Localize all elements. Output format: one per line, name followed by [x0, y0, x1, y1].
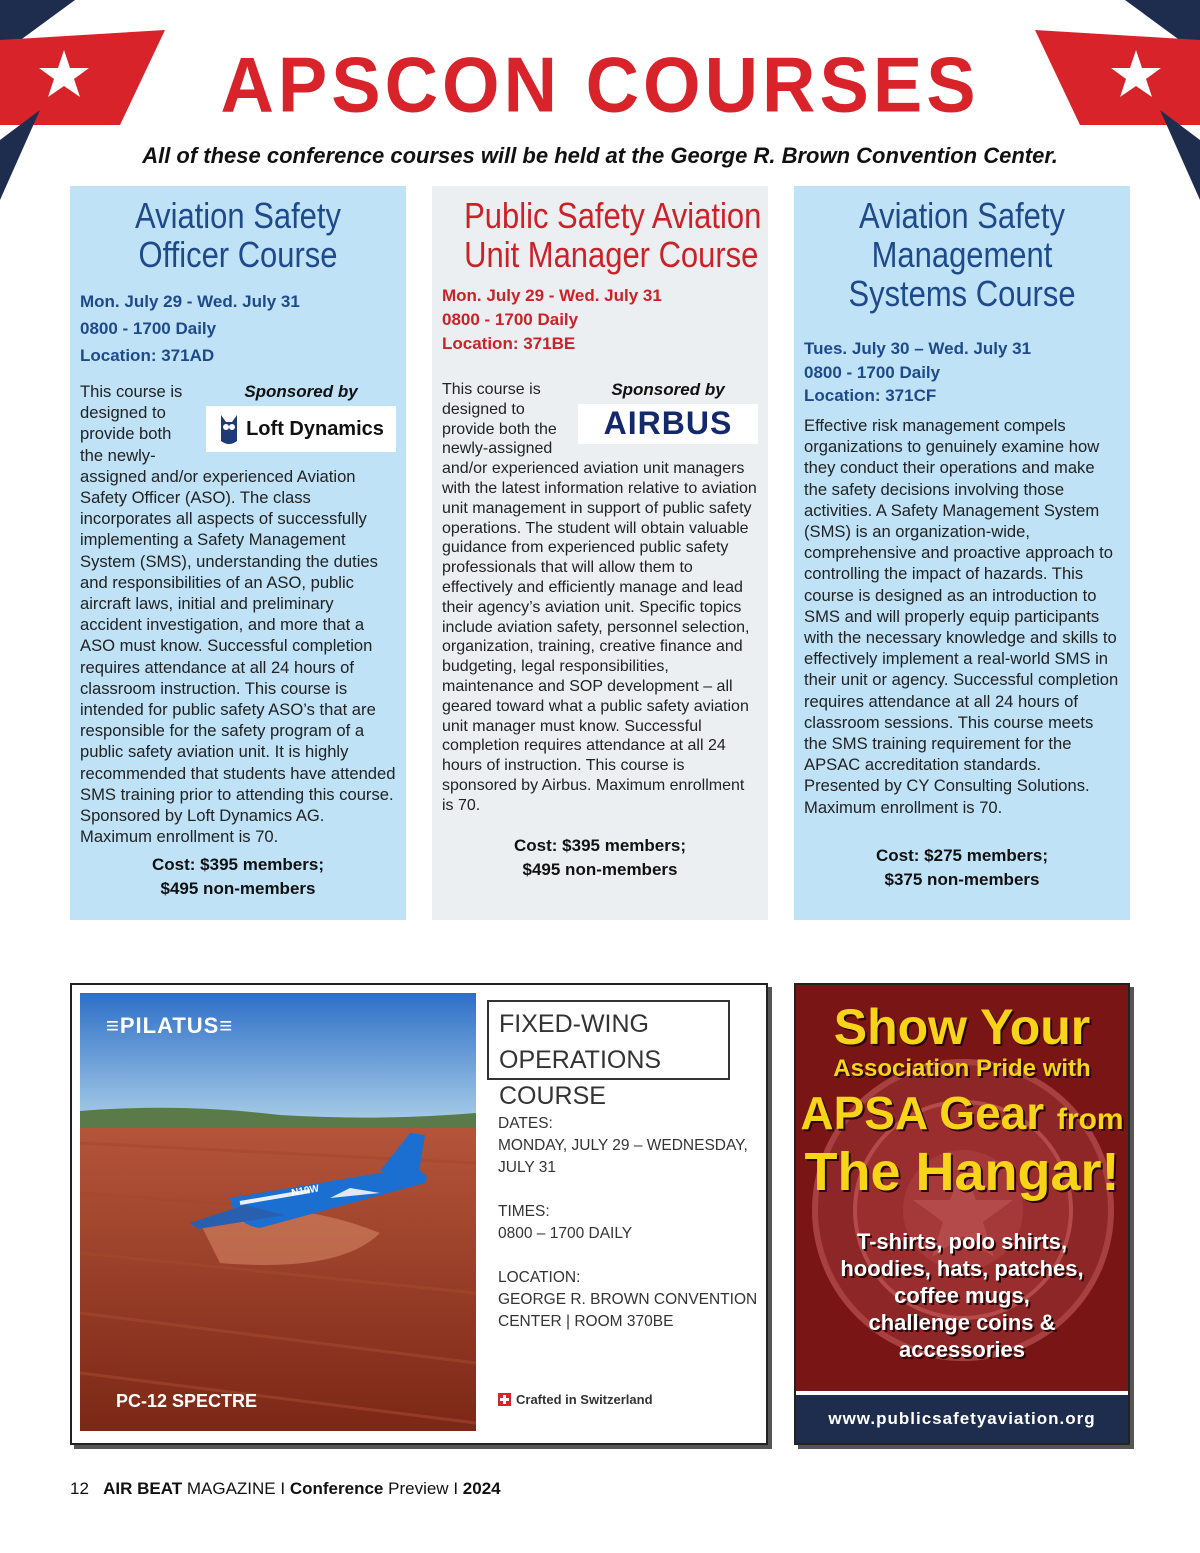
separator: I [453, 1479, 459, 1498]
course-dates: Tues. July 30 – Wed. July 31 [804, 339, 1032, 358]
gear-items-1: T-shirts, polo shirts, [856, 1229, 1068, 1254]
gear-items-4: challenge coins & [868, 1310, 1056, 1335]
course-heading-line: OPERATIONS COURSE [499, 1046, 662, 1110]
gear-items-3: coffee mugs, [894, 1283, 1030, 1308]
course-card-unit-manager [432, 186, 768, 920]
course-cost-nonmembers: $375 non-members [884, 869, 1040, 889]
course-card-aso [70, 186, 406, 920]
course-location: Location: 371BE [442, 334, 576, 353]
crafted-in-switzerland [498, 1392, 653, 1407]
issue-year: 2024 [462, 1479, 501, 1498]
gear-items-2: hoodies, hats, patches, [840, 1256, 1084, 1281]
course-title-line: Management [871, 234, 1053, 275]
swiss-flag-icon [498, 1393, 511, 1406]
section-name: Conference [289, 1479, 384, 1498]
location-value: CENTER | ROOM 370BE [498, 1313, 674, 1330]
course-location: Location: 371AD [80, 346, 215, 365]
course-title [102, 196, 374, 274]
course-description: Effective risk management compels organizations to genuinely examine how they conduct their operations and make the safety decisions involving those activities. A Safety Management System (SMS) is an organization-wide, comprehensive and proactive approach to controlling the impact of hazards. This course is designed as an introduction to SMS and will properly equip participants with the necessary knowledge and skills to effectively implement a real-world SMS in their unit or agency. Successful completion requires attendance at all 24 hours of classroom sessions. This course meets the SMS training requirement for the APSAC accreditation standards. Presented by CY Consulting Solutions. Maximum enrollment is 70. [804, 416, 1119, 817]
crafted-label: Crafted in Switzerland [516, 1392, 653, 1407]
course-cost-nonmembers: $495 non-members [522, 859, 678, 879]
course-title-line: Public Safety Aviation [464, 195, 762, 236]
gear-items-5: accessories [899, 1337, 1025, 1362]
course-dates: Mon. July 29 - Wed. July 31 [442, 286, 662, 305]
course-title-line: Unit Manager Course [464, 234, 759, 275]
course-description-block [442, 380, 758, 816]
location-value: GEORGE R. BROWN CONVENTION [498, 1291, 758, 1308]
course-details [498, 1113, 760, 1333]
course-description-block [80, 381, 396, 847]
tail-number: N10W [290, 1183, 320, 1199]
gear-headline-3b: from [1056, 1103, 1124, 1136]
gear-headline-2: Association Pride with [833, 1055, 1091, 1082]
times-label: TIMES: [498, 1203, 550, 1220]
sponsor-block [578, 380, 758, 444]
course-cost-members: Cost: $395 members; [514, 835, 686, 855]
course-title-line: Systems Course [848, 273, 1076, 314]
loft-dynamics-logo [206, 406, 396, 452]
dates-value: JULY 31 [498, 1159, 557, 1176]
dates-value: MONDAY, JULY 29 – WEDNESDAY, [498, 1137, 748, 1154]
course-location: Location: 371CF [804, 386, 937, 405]
gear-headline-1: Show Your [833, 999, 1091, 1055]
apsa-gear-ad [794, 983, 1130, 1445]
course-description: This course is designed to provide both the newly-assigned and/or experienced Aviation Safety Officer (ASO). The class incorporates all aspects of successfully implementing a Safety Management System (SMS), understanding the duties and responsibilities of an ASO, public aircraft laws, initial and preliminary accident investigation, and more that a ASO must know. Successful completion requires attendance at all 24 hours of classroom instruction. This course is intended for public safety ASO’s that are responsible for the safety program of a public safety aviation unit. It is highly recommended that students have attended SMS training prior to attending this course. Sponsored by Loft Dynamics AG. Maximum enrollment is 70. [80, 382, 396, 847]
pilatus-ad [70, 983, 768, 1445]
pilatus-logo: ≡PILATUS≡ [106, 1013, 234, 1038]
dates-label: DATES: [498, 1115, 553, 1132]
airbus-logo [578, 404, 758, 444]
gear-headline-4: The Hangar! [804, 1142, 1120, 1202]
course-heading-line: FIXED-WING [499, 1010, 649, 1038]
course-card-sms [794, 186, 1130, 920]
owl-icon [218, 413, 240, 445]
course-cost-nonmembers: $495 non-members [160, 879, 316, 899]
course-title [826, 196, 1098, 313]
gear-url[interactable]: www.publicsafetyaviation.org [796, 1391, 1128, 1443]
course-title-line: Officer Course [138, 234, 338, 275]
menu-lines-icon: ≡ [106, 1013, 120, 1038]
sponsor-label: Sponsored by [244, 382, 358, 401]
course-hours: 0800 - 1700 Daily [442, 310, 579, 329]
course-title-line: Aviation Safety [859, 195, 1065, 236]
course-hours: 0800 - 1700 Daily [80, 319, 217, 338]
course-dates: Mon. July 29 - Wed. July 31 [80, 292, 300, 311]
gear-headline-3a: APSA Gear [800, 1087, 1045, 1139]
sponsor-label: Sponsored by [611, 380, 725, 399]
course-cost-members: Cost: $275 members; [876, 845, 1048, 865]
separator: I [280, 1479, 286, 1498]
aircraft-photo [80, 993, 476, 1431]
magazine-name: AIR BEAT [103, 1479, 183, 1498]
gear-headline-3 [796, 1085, 1128, 1148]
course-description: This course is designed to provide both the newly-assigned and/or experienced aviation unit managers with the latest information relative to aviation unit management in support of public safety operations. The student will obtain valuable guidance from experienced public safety professionals that will allow them to effectively and efficiently manage and lead their agency’s aviation unit. Specific topics include aviation safety, personnel selection, organization, training, creative finance and budgeting, legal responsibilities, maintenance and SOP development – all geared toward what a public safety aviation unit manager must know. Successful completion requires attendance at all 24 hours of instruction. This course is sponsored by Airbus. Maximum enrollment is 70. [442, 381, 757, 814]
course-title [464, 195, 762, 275]
sponsor-block [206, 381, 396, 452]
magazine-word: MAGAZINE [186, 1479, 276, 1498]
sponsor-name: AIRBUS [603, 404, 733, 441]
page-subtitle: All of these conference courses will be held at the George R. Brown Convention Center. [142, 143, 1058, 168]
times-value: 0800 – 1700 DAILY [498, 1225, 633, 1242]
section-word: Preview [388, 1479, 449, 1498]
aircraft-label: PC-12 SPECTRE [116, 1391, 258, 1411]
location-label: LOCATION: [498, 1269, 581, 1286]
page-footer [70, 1479, 501, 1499]
brand-name: PILATUS [119, 1013, 220, 1038]
course-heading-box [487, 1000, 730, 1110]
page-title: APSCON COURSES [220, 40, 980, 129]
course-cost-members: Cost: $395 members; [152, 855, 324, 875]
course-title-line: Aviation Safety [135, 195, 341, 236]
course-hours: 0800 - 1700 Daily [804, 363, 941, 382]
sponsor-name: Loft Dynamics [246, 417, 384, 440]
page-number: 12 [70, 1479, 89, 1498]
